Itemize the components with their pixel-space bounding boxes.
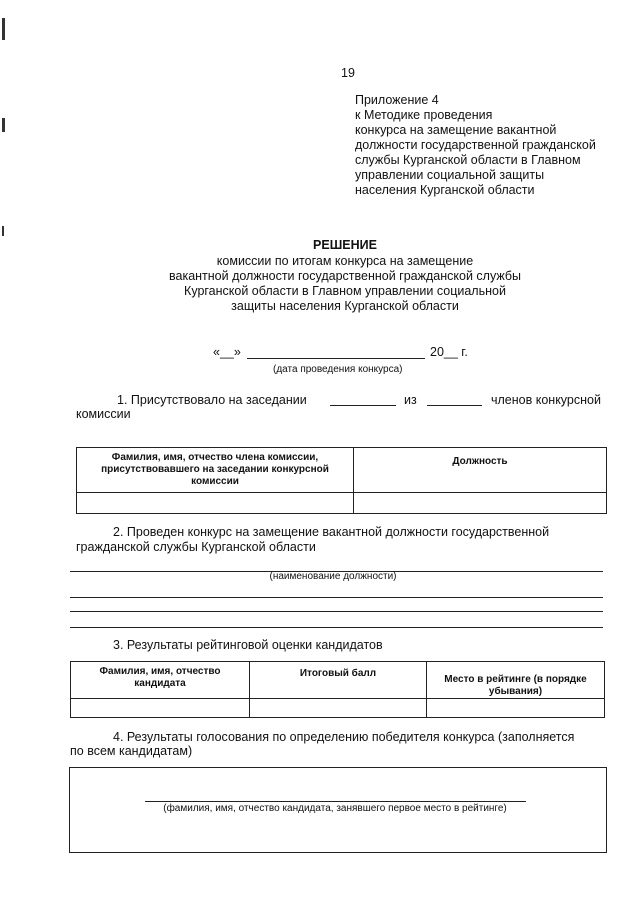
section1-blank1	[330, 405, 396, 406]
position-blank	[70, 627, 603, 628]
position-caption: (наименование должности)	[269, 571, 397, 582]
subtitle-line: Курганской области в Главном управлении социальной	[184, 284, 506, 298]
commission-members-table	[76, 447, 607, 514]
scan-mark	[2, 226, 4, 236]
col-total-score: Итоговый балл	[250, 662, 427, 699]
section1-part3: членов конкурсной	[491, 393, 601, 407]
winner-caption: (фамилия, имя, отчество кандидата, занявшего первое место в рейтинге)	[163, 803, 507, 814]
appendix-line: конкурса на замещение вакантной	[355, 123, 557, 137]
section1-part4: комиссии	[76, 407, 131, 421]
table-cell	[250, 699, 427, 718]
col-position: Должность	[354, 448, 607, 493]
table-cell	[354, 493, 607, 514]
section1-part1: 1. Присутствовало на заседании	[117, 393, 307, 407]
col-candidate-name: Фамилия, имя, отчество кандидата	[71, 662, 250, 699]
rating-table	[70, 661, 605, 718]
section4-line1: 4. Результаты голосования по определению победителя конкурса (заполняется	[113, 730, 575, 744]
date-open: «__»	[213, 345, 241, 359]
section2-line2: гражданской службы Курганской области	[76, 540, 316, 554]
section1-blank2	[427, 405, 482, 406]
section2-line1: 2. Проведен конкурс на замещение вакантной должности государственной	[113, 525, 550, 539]
table-cell	[427, 699, 605, 718]
appendix-line: должности государственной гражданской	[355, 138, 596, 152]
position-blank	[70, 597, 603, 598]
section3-text: 3. Результаты рейтинговой оценки кандидатов	[113, 638, 383, 652]
appendix-line: к Методике проведения	[355, 108, 493, 122]
section4-line2: по всем кандидатам)	[70, 744, 193, 758]
scan-mark	[2, 118, 5, 132]
date-blank	[247, 358, 425, 359]
table-row	[71, 699, 605, 718]
table-row	[77, 493, 607, 514]
appendix-line: Приложение 4	[355, 93, 439, 107]
table-header-row	[71, 662, 605, 699]
position-blank	[70, 611, 603, 612]
appendix-line: службы Курганской области в Главном	[355, 153, 581, 167]
col-rank: Место в рейтинге (в порядке убывания)	[427, 662, 605, 699]
appendix-block	[355, 93, 596, 198]
appendix-line: населения Курганской области	[355, 183, 535, 197]
appendix-line: управлении социальной защиты	[355, 168, 545, 182]
subtitle-line: защиты населения Курганской области	[231, 299, 459, 313]
page-number: 19	[341, 66, 355, 80]
col-member-name: Фамилия, имя, отчество члена комиссии, присутствовавшего на заседании конкурсной комиссии	[77, 448, 354, 493]
date-caption: (дата проведения конкурса)	[273, 364, 403, 375]
document-subtitle	[0, 254, 640, 314]
winner-blank	[145, 801, 526, 802]
section1-part2: из	[404, 393, 417, 407]
table-cell	[71, 699, 250, 718]
scan-mark	[2, 18, 5, 40]
subtitle-line: вакантной должности государственной гражданской службы	[169, 269, 521, 283]
document-title: РЕШЕНИЕ	[313, 238, 377, 252]
table-header-row	[77, 448, 607, 493]
date-year: 20__ г.	[430, 345, 468, 359]
subtitle-line: комиссии по итогам конкурса на замещение	[216, 254, 474, 268]
table-cell	[77, 493, 354, 514]
